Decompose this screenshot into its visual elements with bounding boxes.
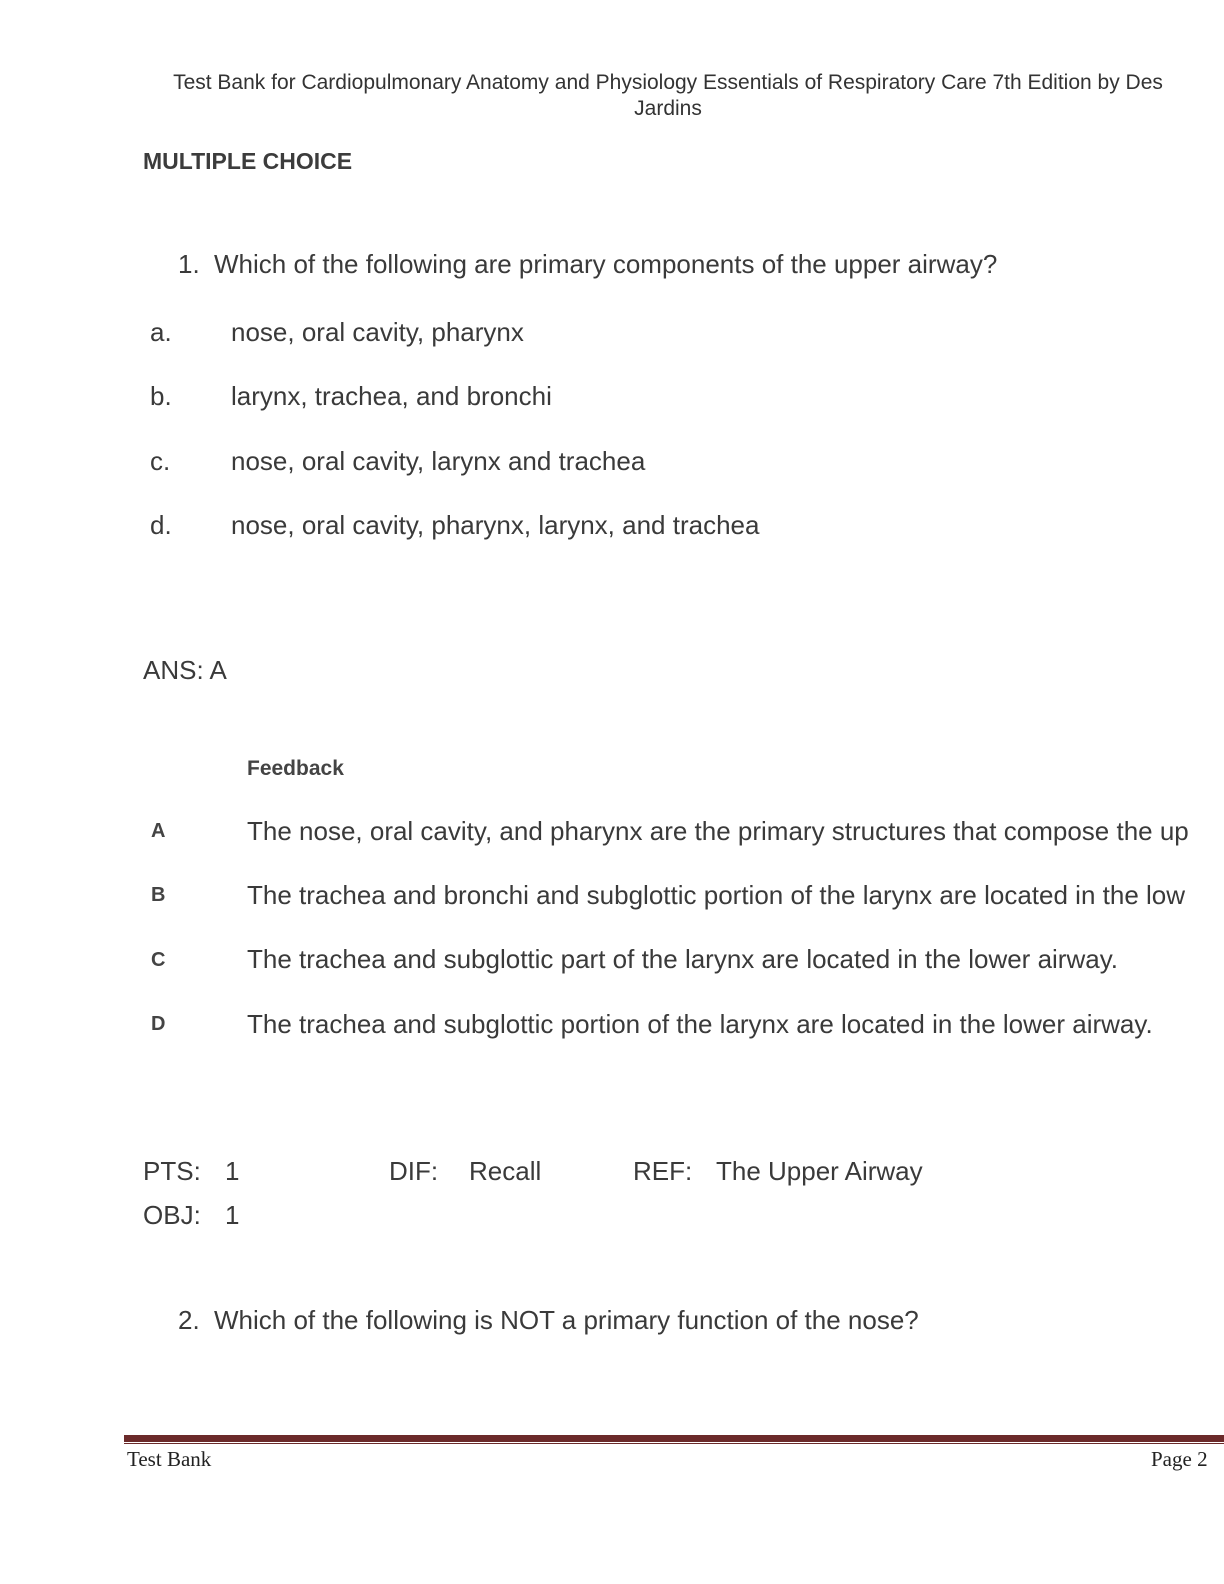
option-text-c: nose, oral cavity, larynx and trachea [231,446,646,476]
option-text-d: nose, oral cavity, pharynx, larynx, and trachea [231,510,760,540]
document-header [140,70,1196,122]
ref-label: REF: [633,1156,693,1186]
footer-rule-thin [124,1443,1224,1444]
feedback-letter-c: C [151,949,166,971]
option-letter-a: a. [150,317,172,347]
obj-value: 1 [225,1200,240,1230]
dif-value: Recall [469,1156,542,1186]
question-text: Which of the following are primary components of the upper airway? [214,249,998,279]
option-text-b: larynx, trachea, and bronchi [231,381,552,411]
question-number: 2. [178,1305,200,1335]
feedback-letter-a: A [151,820,166,842]
feedback-text-d: The trachea and subglottic portion of the larynx are located in the lower airway. [247,1009,1153,1039]
page-number: Page 2 [1151,1447,1208,1471]
feedback-text-c: The trachea and subglottic part of the larynx are located in the lower airway. [247,944,1118,974]
feedback-letter-b: B [151,884,166,906]
section-title: MULTIPLE CHOICE [143,148,353,174]
footer-rule [124,1435,1224,1442]
feedback-text-a: The nose, oral cavity, and pharynx are the primary structures that compose the up [247,816,1189,846]
pts-label: PTS: [143,1156,201,1186]
ref-value: The Upper Airway [716,1156,923,1186]
obj-label: OBJ: [143,1200,201,1230]
document-title: Test Bank for Cardiopulmonary Anatomy and Physiology Essentials of Respiratory Care 7th Edition by Des Jardins [173,71,1163,120]
footer-label: Test Bank [127,1447,212,1471]
answer-key: ANS: A [143,655,227,685]
option-text-a: nose, oral cavity, pharynx [231,317,524,347]
feedback-letter-d: D [151,1013,166,1035]
question-text: Which of the following is NOT a primary function of the nose? [214,1305,919,1335]
pts-value: 1 [225,1156,240,1186]
option-letter-d: d. [150,510,172,540]
feedback-text-b: The trachea and bronchi and subglottic portion of the larynx are located in the low [247,880,1186,910]
option-letter-b: b. [150,381,172,411]
feedback-heading: Feedback [247,757,344,780]
dif-label: DIF: [389,1156,439,1186]
question-2 [178,1305,919,1336]
question-number: 1. [178,249,200,279]
question-1 [178,249,997,280]
option-letter-c: c. [150,446,171,476]
